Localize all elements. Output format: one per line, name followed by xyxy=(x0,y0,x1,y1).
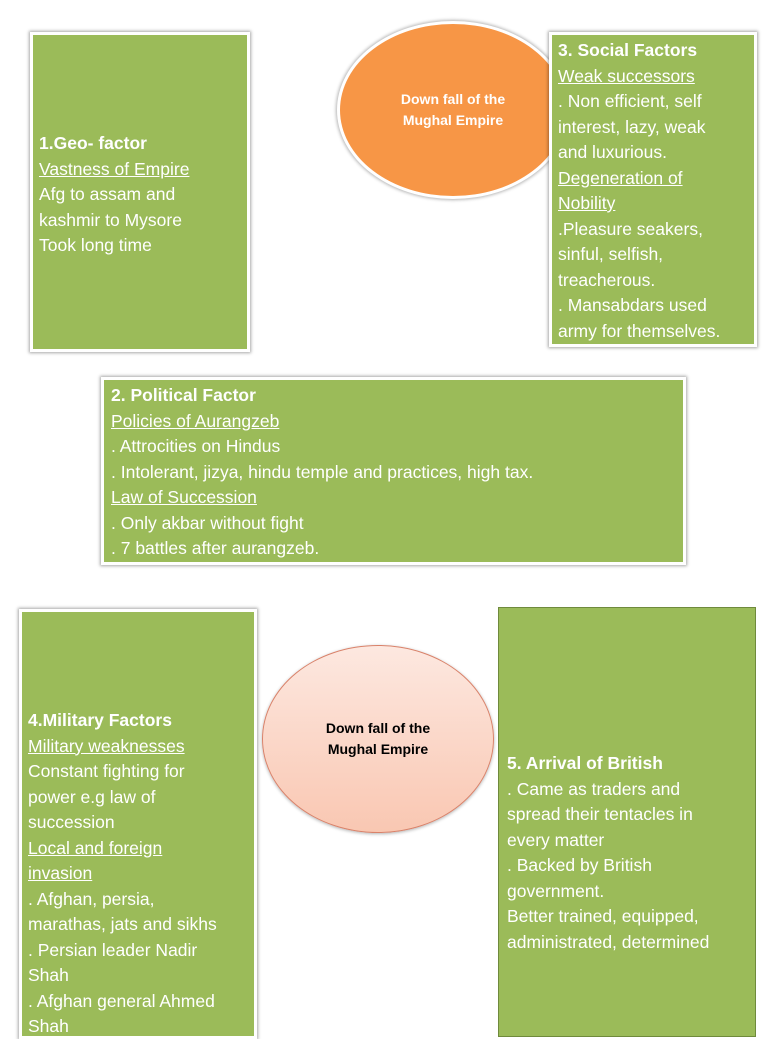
social-factors-line: sinful, selfish, xyxy=(558,244,664,264)
center-ellipse-bottom-line: Down fall of the xyxy=(325,720,431,736)
social-factors-line: army for themselves. xyxy=(558,320,721,341)
geo-factor-line: kashmir to Mysore xyxy=(39,209,182,230)
arrival-of-british-line: administrated, determined xyxy=(507,931,710,952)
military-factors-title: 4.Military Factors xyxy=(28,710,172,730)
geo-factor-line: Took long time xyxy=(39,235,152,255)
arrival-of-british-title: 5. Arrival of British xyxy=(507,753,663,773)
center-ellipse-top-line: Down fall of the xyxy=(400,91,506,107)
social-factors-line: treacherous. xyxy=(558,269,656,290)
social-factors-subheading: Degeneration of xyxy=(558,167,683,188)
arrival-of-british-line: government. xyxy=(507,880,605,901)
military-factors-subheading: invasion xyxy=(28,863,93,883)
center-ellipse-bottom xyxy=(262,645,494,833)
political-factor-line: . Attrocities on Hindus xyxy=(111,436,281,456)
social-factors-subheading: Weak successors xyxy=(558,65,695,86)
arrival-of-british-line: . Backed by British xyxy=(507,855,652,875)
political-factor-line: . Only akbar without fight xyxy=(111,512,304,533)
military-factors-line: marathas, jats and sikhs xyxy=(28,914,217,934)
arrival-of-british-box xyxy=(498,607,756,1037)
arrival-of-british-line: every matter xyxy=(507,829,605,850)
geo-factor-title: 1.Geo- factor xyxy=(39,133,147,153)
arrival-of-british-line: Better trained, equipped, xyxy=(507,906,699,926)
social-factors-box xyxy=(549,32,757,347)
political-factor-subheading: Law of Succession xyxy=(111,487,257,507)
military-factors-line: succession xyxy=(28,812,115,832)
military-factors-line: Shah xyxy=(28,965,69,985)
political-factor-subheading: Policies of Aurangzeb xyxy=(111,410,280,431)
center-ellipse-top xyxy=(337,21,569,199)
military-factors-line: Shah xyxy=(28,1016,69,1036)
geo-factor-subtitle: Vastness of Empire xyxy=(39,158,190,179)
geo-factor-box xyxy=(30,32,250,352)
arrival-of-british-line: spread their tentacles in xyxy=(507,804,693,824)
political-factor-title: 2. Political Factor xyxy=(111,385,256,405)
political-factor-line: . Intolerant, jizya, hindu temple and practices, high tax. xyxy=(111,461,534,482)
social-factors-line: . Non efficient, self xyxy=(558,91,702,111)
center-ellipse-bottom-line: Mughal Empire xyxy=(327,741,429,757)
military-factors-subheading: Military weaknesses xyxy=(28,735,185,756)
political-factor-box xyxy=(101,377,686,565)
military-factors-line: power e.g law of xyxy=(28,786,156,807)
military-factors-line: . Afghan, persia, xyxy=(28,888,155,909)
social-factors-line: interest, lazy, weak xyxy=(558,116,706,137)
center-ellipse-top-line: Mughal Empire xyxy=(402,112,504,128)
political-factor-line: . 7 battles after aurangzeb. xyxy=(111,538,320,558)
social-factors-line: and luxurious. xyxy=(558,142,667,162)
social-factors-subheading: Nobility xyxy=(558,193,616,213)
social-factors-title: 3. Social Factors xyxy=(558,40,698,60)
military-factors-box xyxy=(19,609,257,1039)
social-factors-line: . Mansabdars used xyxy=(558,295,707,315)
geo-factor-line: Afg to assam and xyxy=(39,184,176,204)
military-factors-subheading: Local and foreign xyxy=(28,837,163,858)
military-factors-line: Constant fighting for xyxy=(28,761,185,781)
military-factors-line: . Persian leader Nadir xyxy=(28,939,198,960)
arrival-of-british-line: . Came as traders and xyxy=(507,778,681,799)
social-factors-line: .Pleasure seakers, xyxy=(558,218,703,239)
military-factors-line: . Afghan general Ahmed xyxy=(28,990,215,1011)
